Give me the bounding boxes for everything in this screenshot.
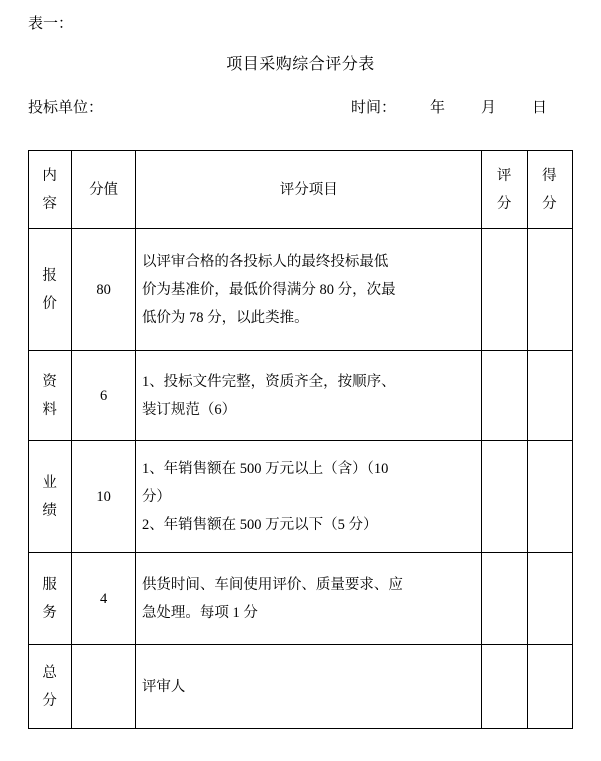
table-row [29, 229, 573, 351]
table-row [29, 553, 573, 645]
row-item: 评审人 [135, 645, 482, 729]
row-content: 服 务 [29, 553, 72, 645]
row-obtained-cell[interactable] [527, 441, 572, 553]
row-score-value: 6 [72, 351, 136, 441]
row-obtained-cell[interactable] [527, 351, 572, 441]
table-row [29, 645, 573, 729]
table-header-row [29, 151, 573, 229]
header-score-value: 分值 [72, 151, 136, 229]
meta-row [28, 76, 573, 118]
score-table [28, 150, 573, 729]
header-item: 评分项目 [135, 151, 482, 229]
header-obtained: 得 分 [527, 151, 572, 229]
time-month: 月 [480, 100, 496, 116]
table-row [29, 441, 573, 553]
row-score-value [72, 645, 136, 729]
row-item: 供货时间、车间使用评价、质量要求、应 急处理。每项 1 分 [135, 553, 482, 645]
header-content: 内容 [29, 151, 72, 229]
row-obtained-cell[interactable] [527, 229, 572, 351]
table-label: 表一： [28, 16, 74, 32]
row-rating-cell[interactable] [482, 553, 527, 645]
row-rating-cell[interactable] [482, 645, 527, 729]
time-day: 日 [531, 100, 547, 116]
time-year: 年 [429, 100, 445, 116]
row-item: 以评审合格的各投标人的最终投标最低 价为基准价，最低价得满分 80 分，次最 低价为 78 分，以此类推。 [135, 229, 482, 351]
row-rating-cell[interactable] [482, 351, 527, 441]
bidder-label: 投标单位： [28, 100, 104, 116]
row-item: 1、年销售额在 500 万元以上（含）（10 分） 2、年销售额在 500 万元以下（5 分） [135, 441, 482, 553]
row-obtained-cell[interactable] [527, 645, 572, 729]
row-content: 总 分 [29, 645, 72, 729]
row-content: 业 绩 [29, 441, 72, 553]
row-score-value: 4 [72, 553, 136, 645]
header-rating: 评 分 [482, 151, 527, 229]
row-obtained-cell[interactable] [527, 553, 572, 645]
row-score-value: 10 [72, 441, 136, 553]
row-rating-cell[interactable] [482, 441, 527, 553]
row-rating-cell[interactable] [482, 229, 527, 351]
row-score-value: 80 [72, 229, 136, 351]
row-content: 报 价 [29, 229, 72, 351]
table-row [29, 351, 573, 441]
time-label: 时间： [350, 100, 396, 116]
row-item: 1、投标文件完整，资质齐全，按顺序、 装订规范（6） [135, 351, 482, 441]
page-title: 项目采购综合评分表 [226, 56, 375, 73]
row-content: 资 料 [29, 351, 72, 441]
date-fields [351, 98, 573, 118]
